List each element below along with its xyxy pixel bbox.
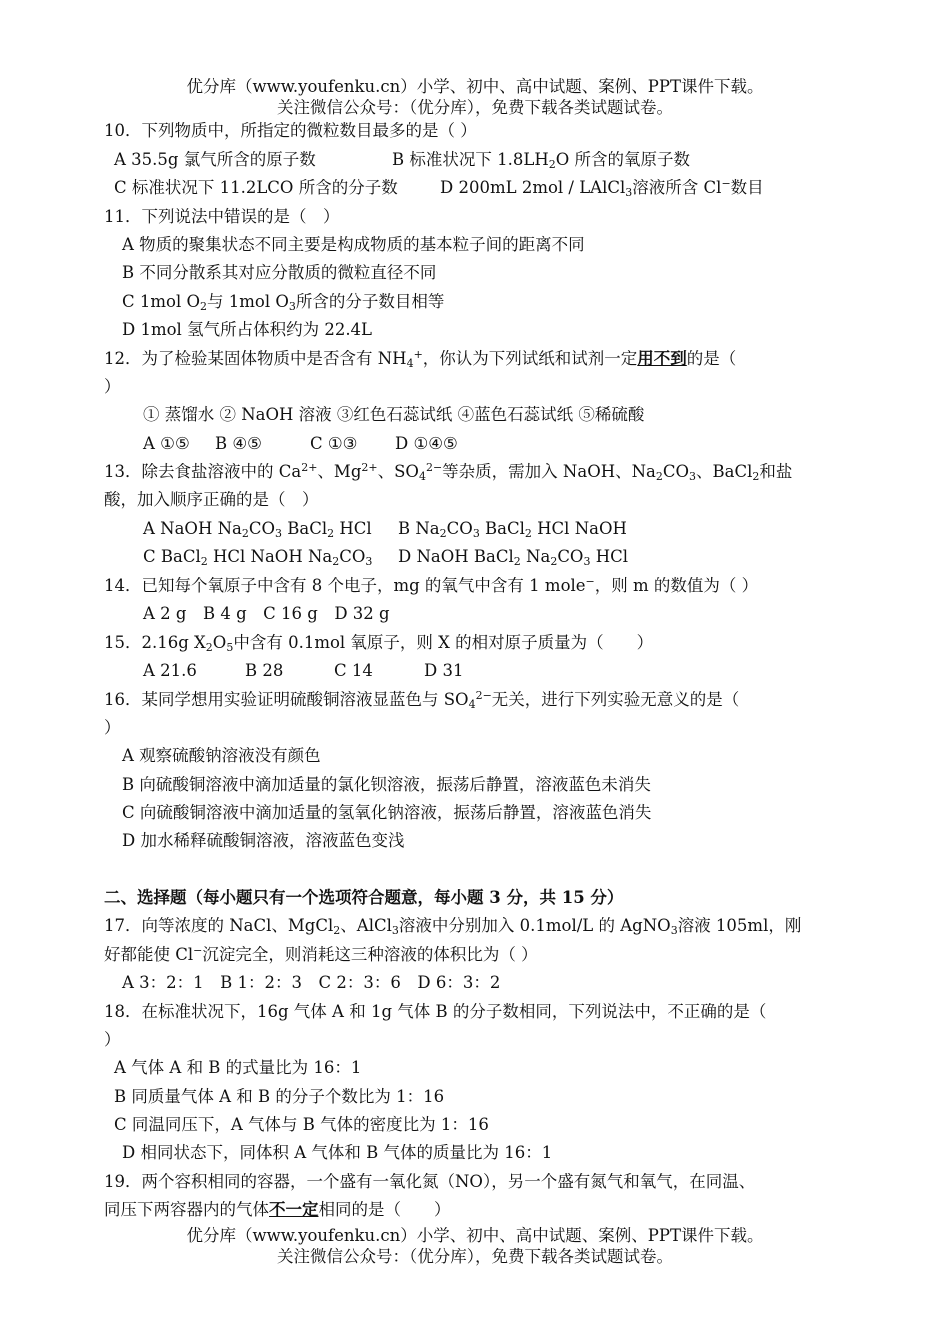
q13-option-a: A NaOH $Na_2CO_3$ BaCl$_2$ HCl [143, 519, 372, 540]
footer-line-2: 关注微信公众号：（优分库），免费下载各类试题试卷。 [277, 1247, 673, 1266]
header-line-1: 优分库（www.youfenku.cn）小学、初中、高中试题、案例、PPT课件下载。 [186, 77, 764, 96]
q13-stem-cont: 酸，加入顺序正确的是（ ） [104, 490, 319, 509]
q19-emphasis: 不一定 [269, 1200, 319, 1219]
q18-option-a: A 气体 A 和 B 的式量比为 16：1 [114, 1058, 362, 1077]
q15-stem: 15．2.16g $X_2O_5$中含有 0.1mol 氧原子，则 X 的相对原子质量为（ ） [104, 633, 654, 654]
q16-stem-cont: ） [104, 718, 121, 737]
q11-option-a: A 物质的聚集状态不同主要是构成物质的基本粒子间的距离不同 [122, 235, 585, 254]
q12-items: ① 蒸馏水 ② NaOH 溶液 ③红色石蕊试纸 ④蓝色石蕊试纸 ⑤稀硫酸 [143, 405, 645, 424]
q12-option-d: D ①④⑤ [395, 434, 458, 453]
q12-stem: 12．为了检验某固体物质中是否含有 $NH_4^+$，你认为下列试纸和试剂一定用不到的是（ [104, 348, 737, 370]
q16-option-c: C 向硫酸铜溶液中滴加适量的氢氧化钠溶液，振荡后静置，溶液蓝色消失 [122, 803, 652, 822]
q11-option-b: B 不同分散系其对应分散质的微粒直径不同 [122, 263, 437, 282]
q15-option-c: C 14 [334, 661, 373, 680]
header-line-2: 关注微信公众号：（优分库），免费下载各类试题试卷。 [277, 98, 673, 117]
q15-option-a: A 21.6 [143, 661, 197, 680]
q11-stem: 11．下列说法中错误的是（ ） [104, 207, 340, 226]
q10-option-d: D 200mL 2mol / LAlCl$_3$溶液所含 Cl−数目 [440, 177, 764, 199]
q13-option-d: D NaOH BaCl$_2$ $Na_2CO_3$ HCl [398, 547, 629, 568]
q17-options: A 3：2：1 B 1：2：3 C 2：3：6 D 6：3：2 [122, 973, 501, 992]
q12-option-c: C ①③ [310, 434, 358, 453]
q12-option-b: B ④⑤ [215, 434, 262, 453]
q13-stem: 13．除去食盐溶液中的 $Ca^{2+}$、$Mg^{2+}$、$SO_4^{2-}$等杂质，需加入 NaOH、$Na_2CO_3$、BaCl$_2$和盐 [104, 461, 793, 483]
q10-option-c: C 标准状况下 11.2LCO 所含的分子数 [114, 178, 398, 197]
q16-option-b: B 向硫酸铜溶液中滴加适量的氯化钡溶液，振荡后静置，溶液蓝色未消失 [122, 775, 651, 794]
q17-stem-cont: 好都能使 Cl−沉淀完全，则消耗这三种溶液的体积比为（ ） [104, 944, 538, 964]
q18-option-b: B 同质量气体 A 和 B 的分子个数比为 1：16 [114, 1087, 445, 1106]
q10-stem: 10．下列物质中，所指定的微粒数目最多的是（ ） [104, 121, 477, 140]
q14-options: A 2 g B 4 g C 16 g D 32 g [143, 604, 390, 623]
q16-stem: 16．某同学想用实验证明硫酸铜溶液显蓝色与 $SO_4^{2-}$无关，进行下列实验无意义的是（ [104, 689, 740, 711]
q13-option-b: B $Na_2CO_3$ BaCl$_2$ HCl NaOH [398, 519, 627, 540]
q12-option-a: A ①⑤ [143, 434, 190, 453]
q19-stem: 19．两个容积相同的容器，一个盛有一氧化氮（NO），另一个盛有氮气和氧气，在同温、 [104, 1172, 756, 1191]
q18-stem: 18．在标准状况下，16g 气体 A 和 1g 气体 B 的分子数相同，下列说法中，不正确的是（ [104, 1002, 767, 1021]
q18-stem-cont: ） [104, 1030, 121, 1049]
q18-option-d: D 相同状态下，同体积 A 气体和 B 气体的质量比为 16：1 [122, 1143, 553, 1162]
q18-option-c: C 同温同压下，A 气体与 B 气体的密度比为 1：16 [114, 1115, 489, 1134]
q12-stem-cont: ） [104, 377, 121, 396]
q15-option-d: D 31 [424, 661, 464, 680]
q12-emphasis: 用不到 [637, 349, 687, 368]
q14-stem: 14．已知每个氧原子中含有 8 个电子，mg 的氧气中含有 1 mole−，则 m 的数值为（ ） [104, 575, 759, 595]
q16-option-d: D 加水稀释硫酸铜溶液，溶液蓝色变浅 [122, 831, 405, 850]
q16-option-a: A 观察硫酸钠溶液没有颜色 [122, 746, 321, 765]
q17-stem: 17．向等浓度的 NaCl、MgCl$_2$、AlCl$_3$溶液中分别加入 0.1mol/L 的 AgNO$_3$溶液 105ml，刚 [104, 916, 802, 937]
q10-option-b: B 标准状况下 $1.8LH_2O$ 所含的氧原子数 [392, 150, 690, 171]
q15-option-b: B 28 [245, 661, 284, 680]
q13-option-c: C BaCl$_2$ HCl NaOH $Na_2CO_3$ [143, 547, 373, 568]
q10-option-a: A 35.5g 氯气所含的原子数 [114, 150, 316, 169]
q19-stem-cont: 同压下两容器内的气体不一定相同的是（ ） [104, 1200, 451, 1219]
section-2-title: 二、选择题（每小题只有一个选项符合题意，每小题 3 分，共 15 分） [104, 888, 624, 907]
footer-line-1: 优分库（www.youfenku.cn）小学、初中、高中试题、案例、PPT课件下载。 [186, 1226, 764, 1245]
q11-option-c: C 1mol $O_2$与 1mol $O_3$所含的分子数目相等 [122, 292, 445, 313]
q11-option-d: D 1mol 氢气所占体积约为 22.4L [122, 320, 373, 339]
